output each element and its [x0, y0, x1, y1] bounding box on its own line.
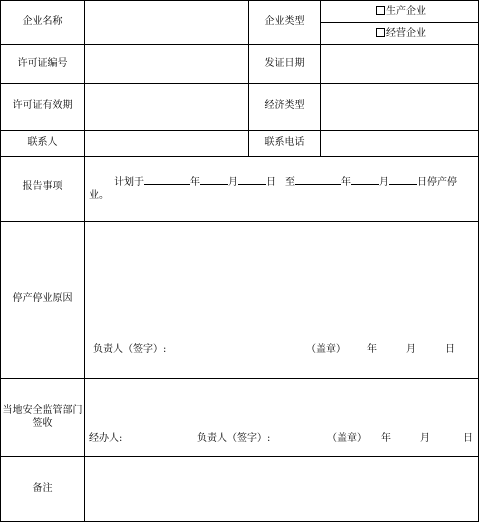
- economic-type-label: 经济类型: [264, 100, 305, 111]
- report-plan-line-2: 业。: [89, 190, 109, 201]
- license-validity-label: 许可证有效期: [12, 100, 73, 111]
- handler-label: 经办人:: [89, 433, 123, 444]
- mid-column-line-right: [320, 0, 321, 156]
- row-line-7: [0, 456, 479, 457]
- type-split-line: [320, 22, 479, 23]
- end-day-blank[interactable]: [389, 174, 417, 185]
- start-day-blank[interactable]: [238, 174, 266, 185]
- sign-day-2: 日: [463, 433, 473, 444]
- company-name-label: 企业名称: [22, 16, 63, 27]
- option-production-label: 生产企业: [386, 6, 426, 17]
- responsible-signature-label-2: 负责人（签字）:: [197, 433, 271, 444]
- stop-reason-label: 停产停业原因: [12, 293, 73, 304]
- responsible-signature-label: 负责人（签字）:: [93, 344, 167, 355]
- end-month-unit: 月: [379, 177, 389, 188]
- seal-label-2: （盖章）: [327, 433, 367, 444]
- option-operation-company[interactable]: [376, 28, 426, 40]
- issue-date-label: 发证日期: [264, 58, 305, 69]
- row-line-2: [0, 83, 479, 84]
- contact-phone-label: 联系电话: [264, 137, 305, 148]
- range-to: 至: [285, 177, 295, 188]
- sign-month: 月: [406, 344, 416, 355]
- checkbox-icon: [376, 28, 385, 37]
- row-line-6: [0, 378, 479, 379]
- sign-year: 年: [367, 344, 377, 355]
- sign-day: 日: [445, 344, 455, 355]
- label-column-line: [84, 0, 85, 522]
- sign-month-2: 月: [420, 433, 430, 444]
- local-dept-label: [2, 404, 83, 430]
- end-month-blank[interactable]: [351, 174, 379, 185]
- start-month-unit: 月: [228, 177, 238, 188]
- seal-label: （盖章）: [306, 344, 346, 355]
- end-year-blank[interactable]: [295, 174, 341, 185]
- row-line-4: [0, 156, 479, 157]
- row-line-5: [0, 221, 479, 222]
- plan-prefix: 计划于: [114, 177, 144, 188]
- local-dept-text: 当地安全监管部门签收: [2, 405, 83, 429]
- report-suffix: 日停产停: [417, 177, 457, 188]
- option-operation-label: 经营企业: [386, 28, 426, 39]
- sign-year-2: 年: [381, 433, 391, 444]
- report-plan-line: [114, 174, 457, 189]
- start-year-blank[interactable]: [144, 174, 190, 185]
- row-line-1: [0, 44, 479, 45]
- table-border-bottom: [0, 521, 479, 522]
- start-day-unit: 日: [266, 177, 276, 188]
- start-year-unit: 年: [190, 177, 200, 188]
- table-border-top: [0, 0, 479, 1]
- contact-person-label: 联系人: [27, 137, 58, 148]
- company-type-label: 企业类型: [264, 16, 305, 27]
- report-item-label: 报告事项: [22, 181, 63, 192]
- option-production-company[interactable]: [376, 6, 426, 18]
- checkbox-icon: [376, 6, 385, 15]
- license-number-label: 许可证编号: [17, 58, 68, 69]
- start-month-blank[interactable]: [200, 174, 228, 185]
- table-border-left: [0, 0, 1, 522]
- end-year-unit: 年: [341, 177, 351, 188]
- row-line-3: [0, 130, 479, 131]
- remarks-label: 备注: [32, 483, 53, 494]
